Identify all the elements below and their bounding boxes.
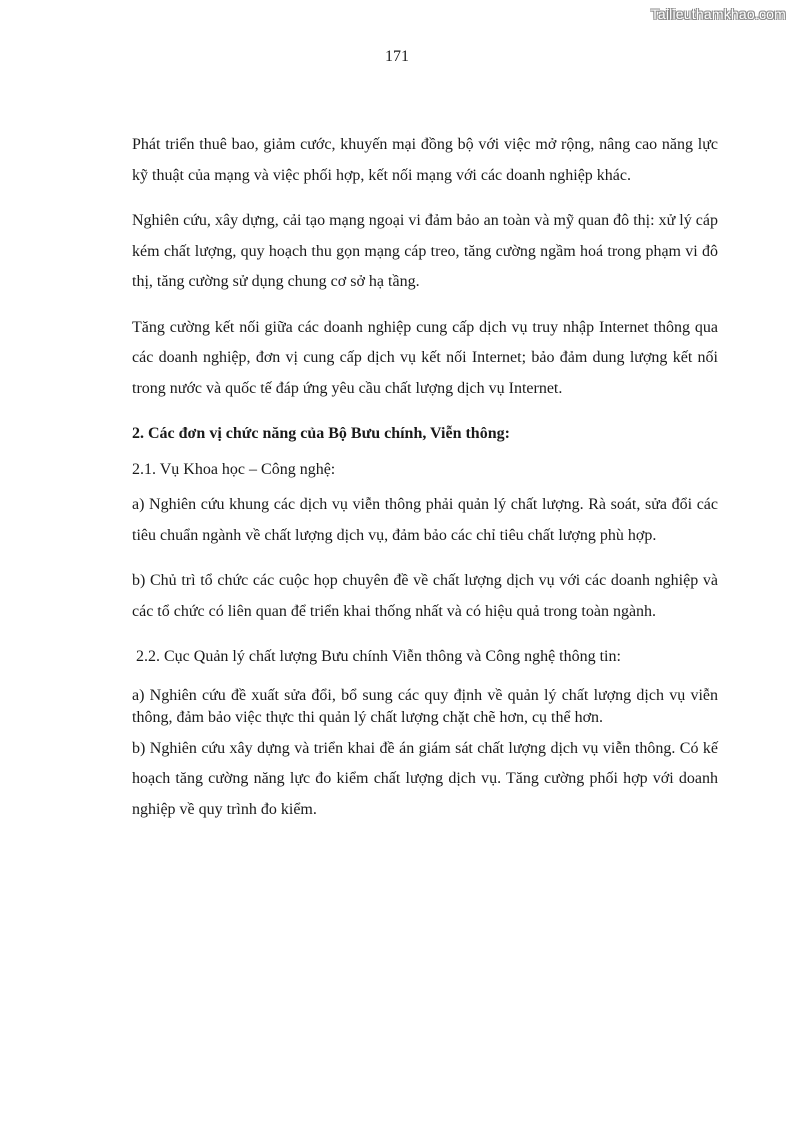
paragraph-service-framework: a) Nghiên cứu khung các dịch vụ viễn thông phải quản lý chất lượng. Rà soát, sửa đổi các tiêu chuẩn ngành về chất lượng dịch vụ, đảm bảo các chỉ tiêu chất lượng phù hợp.: [132, 496, 718, 544]
paragraph-network-upgrade: Nghiên cứu, xây dựng, cải tạo mạng ngoại vi đảm bảo an toàn và mỹ quan đô thị: xử lý cáp kém chất lượng, quy hoạch thu gọn mạng cáp treo, tăng cường ngầm hoá trong phạm vi đô thị, tăng cường sử dụng chung cơ sở hạ tầng.: [132, 212, 718, 290]
subsection-heading-science-technology: 2.1. Vụ Khoa học – Công nghệ:: [132, 460, 336, 478]
section-heading-functional-units: 2. Các đơn vị chức năng của Bộ Bưu chính, Viễn thông:: [132, 425, 510, 442]
paragraph-internet-connection: Tăng cường kết nối giữa các doanh nghiệp cung cấp dịch vụ truy nhập Internet thông qua các doanh nghiệp, đơn vị cung cấp dịch vụ kết nối Internet; bảo đảm dung lượng kết nối trong nước và quốc tế đáp ứng yêu cầu chất lượng dịch vụ Internet.: [132, 318, 718, 397]
paragraph-specialized-meetings: b) Chủ trì tổ chức các cuộc họp chuyên đề về chất lượng dịch vụ với các doanh nghiệp và các tổ chức có liên quan để triển khai thống nhất và có hiệu quả trong toàn ngành.: [132, 572, 718, 620]
document-body: [132, 130, 718, 825]
watermark-text: Tailieuthamkhao.com: [650, 6, 786, 22]
paragraph-subscriber-development: Phát triển thuê bao, giảm cước, khuyến mại đồng bộ với việc mở rộng, nâng cao năng lực kỹ thuật của mạng và việc phối hợp, kết nối mạng với các doanh nghiệp khác.: [132, 136, 718, 184]
paragraph-quality-monitoring: b) Nghiên cứu xây dựng và triển khai đề án giám sát chất lượng dịch vụ viễn thông. Có kế hoạch tăng cường năng lực đo kiểm chất lượng dịch vụ. Tăng cường phối hợp với doanh nghiệp về quy trình đo kiểm.: [132, 739, 718, 818]
page-number: 171: [385, 48, 409, 65]
subsection-heading-quality-department: 2.2. Cục Quản lý chất lượng Bưu chính Viễn thông và Công nghệ thông tin:: [136, 648, 621, 665]
paragraph-regulation-proposal: a) Nghiên cứu đề xuất sửa đổi, bổ sung các quy định về quản lý chất lượng dịch vụ viễn thông, đảm bảo việc thực thi quản lý chất lượng chặt chẽ hơn, cụ thể hơn.: [132, 686, 718, 726]
